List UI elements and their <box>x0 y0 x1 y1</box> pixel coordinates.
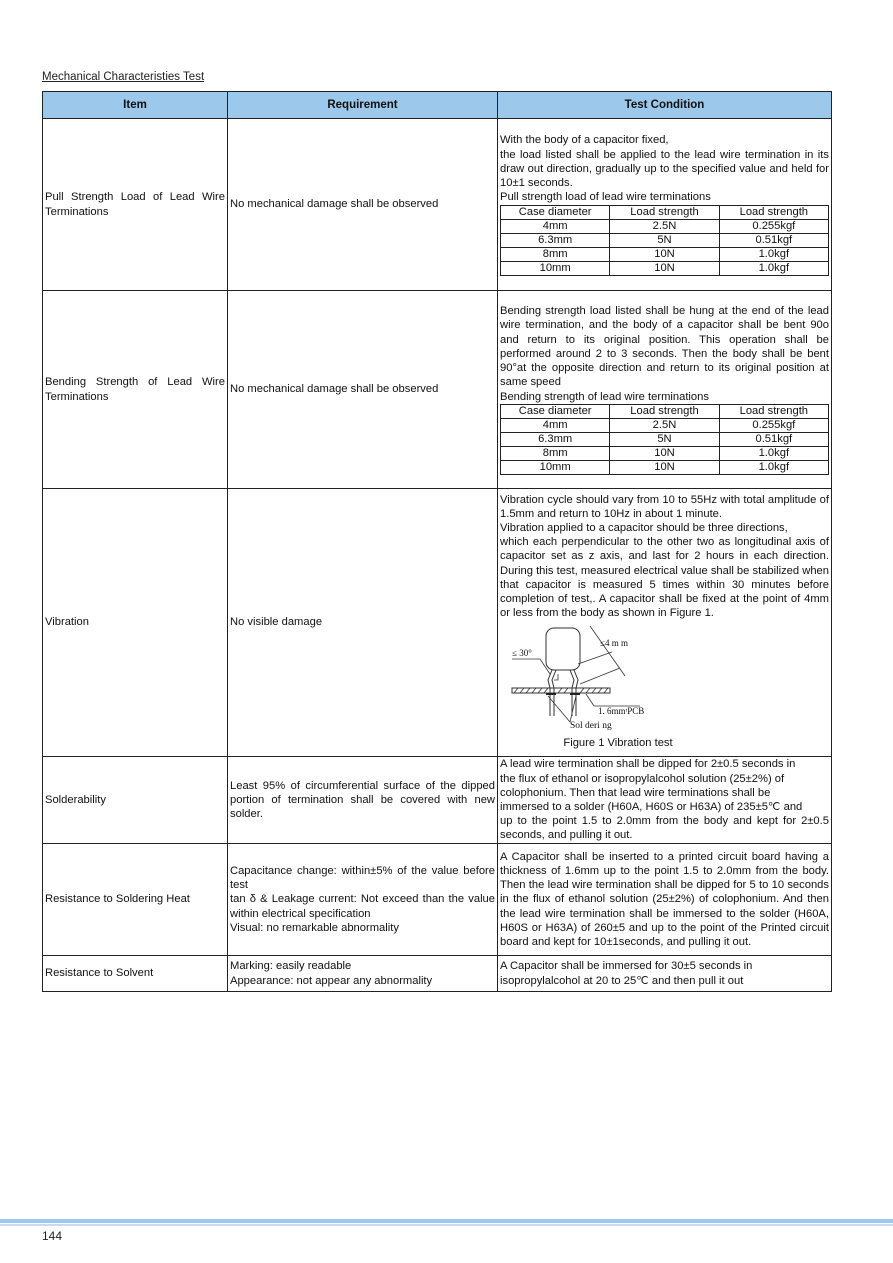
requirement-text: tan δ & Leakage current: Not exceed than the value within electrical specification <box>230 893 495 920</box>
header-test-condition: Test Condition <box>498 92 832 119</box>
requirement-cell: No visible damage <box>228 489 498 757</box>
footer-divider <box>0 1219 893 1223</box>
subtable-row <box>501 418 829 432</box>
subtable-row <box>501 432 829 446</box>
item-cell: Pull Strength Load of Lead Wire Terminations <box>43 119 228 291</box>
subtable-header: Load strength <box>610 404 719 418</box>
subtable-cell: 10N <box>610 261 719 275</box>
subtable-cell: 10N <box>610 446 719 460</box>
section-title: Mechanical Characteristies Test <box>42 71 205 83</box>
subtable-row <box>501 261 829 275</box>
pull-strength-subtable <box>500 205 829 276</box>
subtable-row <box>501 460 829 474</box>
table-row <box>43 956 832 992</box>
subtable-cell: 6.3mm <box>501 233 610 247</box>
requirement-cell: No mechanical damage shall be observed <box>228 119 498 291</box>
test-condition-cell <box>498 757 832 844</box>
requirement-text: Capacitance change: within±5% of the value before test <box>230 864 495 892</box>
requirement-cell: No mechanical damage shall be observed <box>228 291 498 489</box>
subtable-cell: 2.5N <box>610 418 719 432</box>
test-condition-cell <box>498 489 832 757</box>
subtable-cell: 10N <box>610 460 719 474</box>
header-item: Item <box>43 92 228 119</box>
subtable-header-row <box>501 404 829 418</box>
test-condition-cell <box>498 291 832 489</box>
subtable-cell: 0.51kgf <box>719 233 828 247</box>
angle-label: ≤ 30° <box>512 648 532 659</box>
requirement-cell: Least 95% of circumferential surface of the dipped portion of termination shall be covered with new solder. <box>228 757 498 844</box>
table-row <box>43 119 832 291</box>
subtable-header: Case diameter <box>501 404 610 418</box>
requirement-text: Marking: easily readable <box>230 960 352 973</box>
figure-caption: Figure 1 Vibration test <box>563 737 673 750</box>
subtable-row <box>501 247 829 261</box>
subtable-cell: 10mm <box>501 460 610 474</box>
subtable-cell: 5N <box>610 432 719 446</box>
bending-strength-subtable <box>500 404 829 475</box>
test-condition-cell <box>498 956 832 992</box>
subtable-cell: 4mm <box>501 219 610 233</box>
subtable-row <box>501 233 829 247</box>
subtable-caption: Bending strength of lead wire terminations <box>500 390 709 403</box>
table-row <box>43 291 832 489</box>
soldering-label: Sol deri ng <box>570 721 612 732</box>
subtable-cell: 5N <box>610 233 719 247</box>
subtable-cell: 8mm <box>501 247 610 261</box>
subtable-cell: 8mm <box>501 446 610 460</box>
subtable-cell: 0.51kgf <box>719 432 828 446</box>
condition-text: immersed to a solder (H60A, H60S or H63A) of 235±5℃ and <box>500 801 803 813</box>
condition-text: which each perpendicular to the other two as longitudinal axis of capacitor set as z axis, and last for 2 hours in each direction. During this test, measured electrical value shall be stabilized when that capacitor is measured 5 times within 30 minutes before completion of test,. A capacitor shall be fixed at the point of 4mm or less from the body as shown in Figure 1. <box>500 536 829 620</box>
condition-text: Bending strength load listed shall be hung at the end of the lead wire termination, and the body of a capacitor shall be bent 90o and return to its original position. This operation shall be performed around 2 to 3 seconds. Then the body shall be bent 90°at the opposite direction and return to its original position at same speed <box>500 305 829 389</box>
requirement-cell <box>228 844 498 956</box>
condition-text: A Capacitor shall be immersed for 30±5 seconds in <box>500 960 753 973</box>
subtable-cell: 6.3mm <box>501 432 610 446</box>
subtable-cell: 1.0kgf <box>719 261 828 275</box>
pcb-label: 1. 6mmᵗPCB <box>598 706 645 717</box>
test-condition-cell <box>498 119 832 291</box>
condition-text: Vibration cycle should vary from 10 to 55Hz with total amplitude of 1.5mm and return to 10Hz in about 1 minute. <box>500 493 829 520</box>
subtable-cell: 4mm <box>501 418 610 432</box>
table-row <box>43 844 832 956</box>
subtable-header: Load strength <box>719 404 828 418</box>
subtable-row <box>501 219 829 233</box>
vibration-test-figure <box>500 624 700 752</box>
subtable-row <box>501 446 829 460</box>
condition-text: up to the point 1.5 to 2.0mm from the body and kept for 2±0.5 seconds, and pulling it out. <box>500 815 829 842</box>
condition-text: With the body of a capacitor fixed, <box>500 134 669 147</box>
item-cell: Vibration <box>43 489 228 757</box>
condition-text: Vibration applied to a capacitor should be three directions, <box>500 521 788 534</box>
footer-divider-thin <box>0 1224 893 1226</box>
distance-label: ≤4 m m <box>600 638 628 649</box>
subtable-header-row <box>501 205 829 219</box>
table-row <box>43 489 832 757</box>
subtable-cell: 10N <box>610 247 719 261</box>
condition-text: A lead wire termination shall be dipped for 2±0.5 seconds in <box>500 758 796 771</box>
subtable-header: Load strength <box>610 205 719 219</box>
condition-text: the flux of ethanol or isopropylalcohol solution (25±2%) of <box>500 772 785 785</box>
subtable-cell: 1.0kgf <box>719 247 828 261</box>
condition-text: isopropylalcohol at 20 to 25℃ and then pull it out <box>500 974 744 987</box>
subtable-cell: 1.0kgf <box>719 460 828 474</box>
requirement-text: Appearance: not appear any abnormality <box>230 974 433 987</box>
item-cell: Resistance to Solvent <box>43 956 228 992</box>
requirement-cell <box>228 956 498 992</box>
subtable-cell: 1.0kgf <box>719 446 828 460</box>
subtable-header: Load strength <box>719 205 828 219</box>
subtable-cell: 0.255kgf <box>719 418 828 432</box>
condition-text: colophonium. Then that lead wire terminations shall be <box>500 786 771 799</box>
mechanical-test-table <box>42 91 832 992</box>
subtable-cell: 2.5N <box>610 219 719 233</box>
subtable-cell: 10mm <box>501 261 610 275</box>
table-row <box>43 757 832 844</box>
item-cell: Bending Strength of Lead Wire Terminations <box>43 291 228 489</box>
header-requirement: Requirement <box>228 92 498 119</box>
requirement-text: Visual: no remarkable abnormality <box>230 921 399 934</box>
item-cell: Resistance to Soldering Heat <box>43 844 228 956</box>
condition-text: A Capacitor shall be inserted to a printed circuit board having a thickness of 1.6mm up to the point 1.5 to 2.0mm from the body. Then the lead wire termination shall be dipped for 5 to 10 seconds in the flux of ethanol solution (25±2%) of colophonium. And then the lead wire termination shall be immersed to the solder (H60A, H60S or H63A) of 260±5 and up to the point of the Printed circuit board and kept for 10±1seconds, and pulling it out. <box>500 850 829 948</box>
subtable-cell: 0.255kgf <box>719 219 828 233</box>
table-header-row <box>43 92 832 119</box>
test-condition-cell <box>498 844 832 956</box>
item-cell: Solderability <box>43 757 228 844</box>
page-number: 144 <box>42 1229 63 1243</box>
subtable-caption: Pull strength load of lead wire terminations <box>500 191 711 204</box>
condition-text: the load listed shall be applied to the lead wire termination in its draw out direction, gradually up to the specified value and held for 10±1 seconds. <box>500 148 829 190</box>
subtable-header: Case diameter <box>501 205 610 219</box>
